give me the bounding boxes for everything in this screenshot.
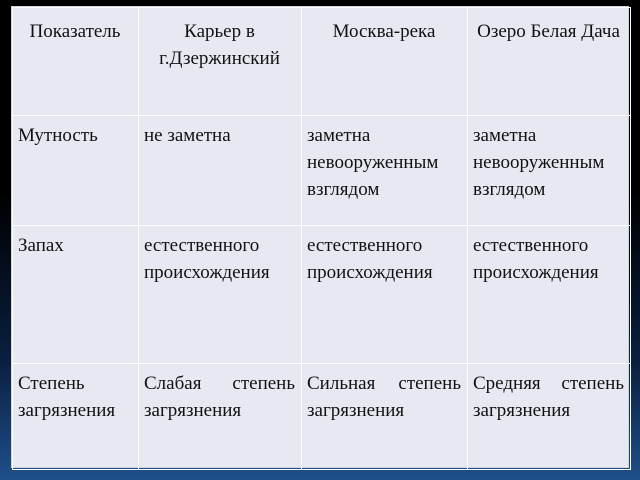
table-row-pollution bbox=[13, 364, 631, 470]
cell-pollution-river: Сильная степень загрязнения bbox=[302, 364, 468, 470]
row-label-odor: Запах bbox=[13, 226, 139, 364]
header-lake-belaya-dacha: Озеро Белая Дача bbox=[468, 8, 631, 116]
table-row-odor bbox=[13, 226, 631, 364]
comparison-table-container bbox=[11, 6, 629, 468]
row-label-turbidity: Мутность bbox=[13, 116, 139, 226]
cell-pollution-quarry: Слабая степень загрязнения bbox=[139, 364, 302, 470]
header-indicator: Показатель bbox=[13, 8, 139, 116]
cell-odor-river: естественного происхождения bbox=[302, 226, 468, 364]
table-row-turbidity bbox=[13, 116, 631, 226]
cell-turbidity-quarry: не заметна bbox=[139, 116, 302, 226]
water-quality-comparison-table bbox=[12, 7, 631, 470]
table-header-row bbox=[13, 8, 631, 116]
cell-odor-quarry: естественного происхождения bbox=[139, 226, 302, 364]
header-moskva-river: Москва-река bbox=[302, 8, 468, 116]
cell-turbidity-river: заметна невооруженным взглядом bbox=[302, 116, 468, 226]
cell-turbidity-lake: заметна невооруженным взглядом bbox=[468, 116, 631, 226]
header-quarry-dzerzhinsky: Карьер в г.Дзержинский bbox=[139, 8, 302, 116]
cell-pollution-lake: Средняя степень загрязнения bbox=[468, 364, 631, 470]
cell-odor-lake: естественного происхождения bbox=[468, 226, 631, 364]
row-label-pollution: Степень загрязнения bbox=[13, 364, 139, 470]
